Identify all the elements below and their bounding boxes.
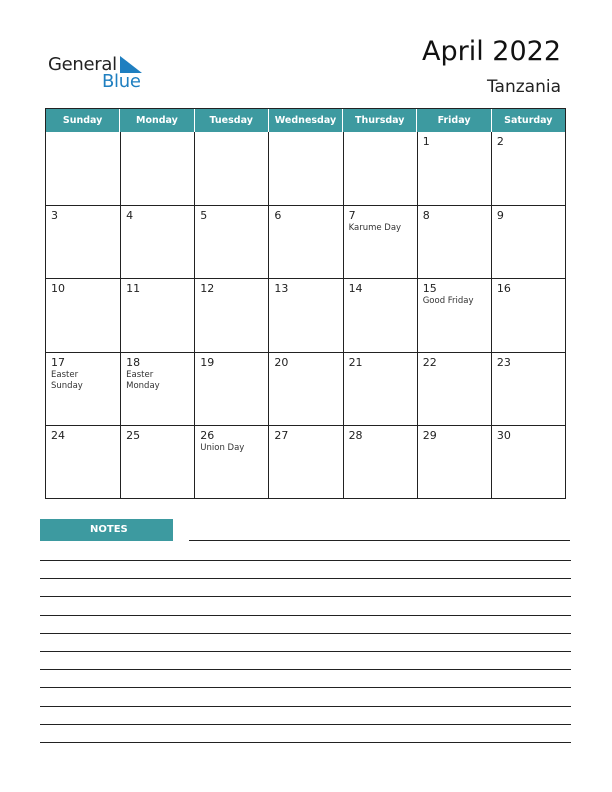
holiday-label: Easter Monday — [126, 369, 160, 391]
day-cell — [46, 205, 120, 278]
notes-line — [40, 596, 571, 597]
calendar-grid — [45, 108, 566, 499]
day-cell — [194, 425, 268, 498]
day-number: 11 — [126, 282, 141, 296]
empty-day-cell — [120, 132, 194, 205]
notes-line — [189, 540, 570, 541]
notes-label: NOTES — [90, 524, 128, 535]
calendar-body — [46, 132, 565, 498]
day-number: 4 — [126, 209, 134, 223]
holiday-label: Karume Day — [348, 223, 402, 234]
day-number: 30 — [496, 428, 511, 442]
day-cell — [343, 352, 417, 425]
notes-line — [40, 651, 571, 652]
day-number: 13 — [274, 282, 289, 296]
day-number: 10 — [51, 282, 65, 296]
logo-text-blue: Blue — [102, 71, 141, 92]
day-cell — [268, 425, 342, 498]
weekday-tuesday: Tuesday — [194, 109, 268, 132]
day-cell — [120, 205, 194, 278]
empty-day-cell — [194, 132, 268, 205]
day-cell — [417, 132, 491, 205]
day-number: 23 — [496, 355, 511, 369]
weekday-friday: Friday — [416, 109, 490, 132]
day-number: 6 — [274, 209, 282, 223]
weekday-monday: Monday — [119, 109, 193, 132]
country-label: Tanzania — [486, 77, 561, 97]
day-cell — [491, 352, 565, 425]
weekday-header — [46, 109, 565, 132]
day-number: 1 — [422, 135, 430, 148]
notes-line — [40, 633, 571, 634]
day-number: 28 — [348, 428, 363, 442]
weekday-sunday: Sunday — [62, 115, 103, 126]
day-number: 26 — [200, 428, 215, 442]
day-number: 29 — [422, 428, 437, 442]
day-cell — [46, 352, 120, 425]
day-cell — [491, 132, 565, 205]
weekday-thursday: Thursday — [342, 109, 416, 132]
day-number: 2 — [496, 135, 504, 148]
day-cell — [268, 352, 342, 425]
day-number: 18 — [126, 355, 141, 369]
day-number: 5 — [200, 209, 208, 223]
day-cell — [46, 425, 120, 498]
day-number: 22 — [422, 355, 437, 369]
day-cell — [120, 278, 194, 351]
empty-day-cell — [343, 132, 417, 205]
day-number: 19 — [200, 355, 215, 369]
day-cell — [417, 205, 491, 278]
empty-day-cell — [46, 132, 120, 205]
holiday-label: Easter Sunday — [51, 369, 83, 391]
day-number: 12 — [200, 282, 215, 296]
day-number: 3 — [51, 209, 58, 223]
day-number: 20 — [274, 355, 289, 369]
day-number: 7 — [348, 209, 356, 223]
day-cell — [491, 205, 565, 278]
day-cell — [491, 425, 565, 498]
notes-header — [40, 519, 173, 541]
notes-line — [40, 742, 571, 743]
day-cell — [268, 278, 342, 351]
page-title: April 2022 — [421, 36, 561, 67]
weekday-wednesday: Wednesday — [268, 109, 342, 132]
logo — [47, 54, 157, 94]
day-cell — [343, 425, 417, 498]
notes-line — [40, 560, 571, 561]
weekday-saturday: Saturday — [491, 109, 565, 132]
empty-day-cell — [268, 132, 342, 205]
notes-line — [40, 687, 571, 688]
day-cell — [417, 425, 491, 498]
day-number: 17 — [51, 355, 65, 369]
logo-text-general: General — [48, 54, 117, 75]
day-number: 8 — [422, 209, 430, 223]
day-number: 16 — [496, 282, 511, 296]
day-cell — [194, 352, 268, 425]
day-cell — [343, 205, 417, 278]
day-number: 24 — [51, 428, 65, 442]
day-cell — [343, 278, 417, 351]
day-number: 15 — [422, 282, 437, 296]
notes-line — [40, 706, 571, 707]
holiday-label: Good Friday — [422, 296, 474, 307]
day-number: 14 — [348, 282, 363, 296]
day-cell — [46, 278, 120, 351]
day-cell — [491, 278, 565, 351]
holiday-label: Union Day — [200, 442, 245, 453]
notes-line — [40, 578, 571, 579]
day-number: 25 — [126, 428, 141, 442]
day-cell — [120, 425, 194, 498]
day-cell — [194, 205, 268, 278]
notes-line — [40, 669, 571, 670]
notes-line — [40, 615, 571, 616]
day-cell — [417, 352, 491, 425]
day-number: 27 — [274, 428, 289, 442]
day-cell — [417, 278, 491, 351]
day-cell — [120, 352, 194, 425]
day-number: 9 — [496, 209, 504, 223]
day-cell — [268, 205, 342, 278]
day-cell — [194, 278, 268, 351]
day-number: 21 — [348, 355, 363, 369]
notes-line — [40, 724, 571, 725]
